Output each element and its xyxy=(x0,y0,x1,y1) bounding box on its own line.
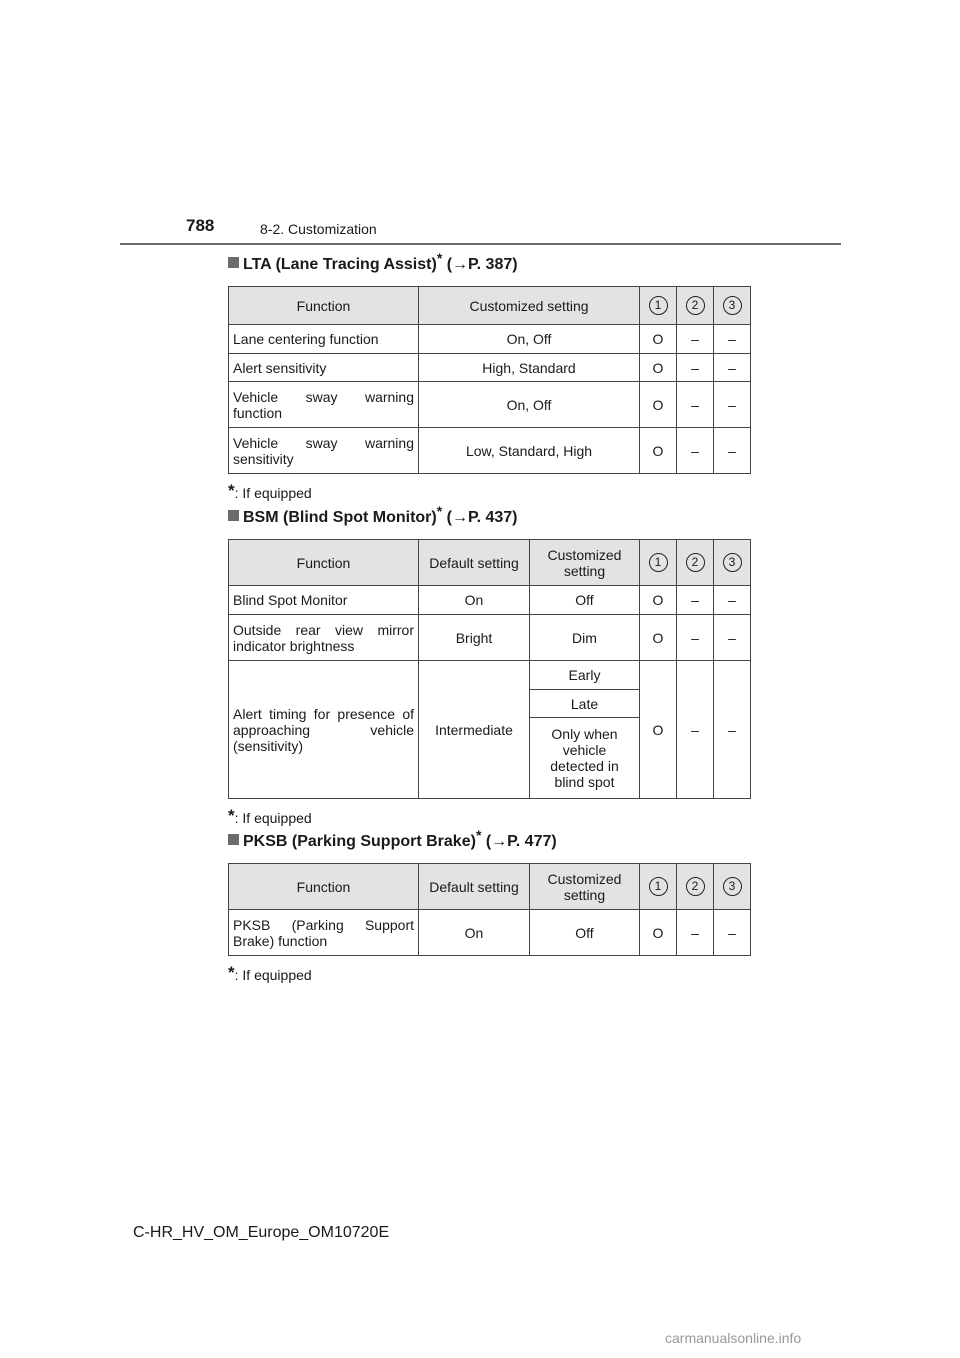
header-function: Function xyxy=(229,864,419,910)
function-cell: Lane centering function xyxy=(229,325,419,354)
section-label: 8-2. Customization xyxy=(260,221,377,237)
header-function: Function xyxy=(229,540,419,586)
circled-1-icon: 1 xyxy=(649,877,668,896)
footnote: *: If equipped xyxy=(228,963,312,983)
header-divider xyxy=(120,243,841,245)
customized-cell: Off xyxy=(530,586,640,615)
function-cell: Vehicle sway warning function xyxy=(229,382,419,428)
table-row xyxy=(229,615,751,661)
circled-3-icon: 3 xyxy=(723,296,742,315)
setting-1-cell: O xyxy=(640,615,677,661)
header-customized-setting: Customized setting xyxy=(419,287,640,325)
function-cell: Vehicle sway warning sensitivity xyxy=(229,428,419,474)
function-cell: Alert sensitivity xyxy=(229,354,419,382)
customized-option-cell: Late xyxy=(530,690,640,718)
setting-2-cell: – xyxy=(677,661,714,799)
page-number: 788 xyxy=(186,216,215,235)
setting-3-cell: – xyxy=(714,325,751,354)
section-title: BSM (Blind Spot Monitor)* (→P. 437) xyxy=(228,506,750,530)
page-header xyxy=(0,0,960,250)
asterisk-mark: * xyxy=(228,481,235,500)
circled-2-icon: 2 xyxy=(686,553,705,572)
setting-1-cell: O xyxy=(640,910,677,956)
setting-3-cell: – xyxy=(714,661,751,799)
asterisk-mark: * xyxy=(228,963,235,982)
circled-2-icon: 2 xyxy=(686,296,705,315)
lta-settings-table xyxy=(228,286,751,474)
setting-2-cell: – xyxy=(677,615,714,661)
customized-option-cell: Early xyxy=(530,661,640,690)
footnote: *: If equipped xyxy=(228,481,312,501)
table-header-row xyxy=(229,864,751,910)
table-header-row xyxy=(229,540,751,586)
table-row xyxy=(229,586,751,615)
setting-2-cell: – xyxy=(677,382,714,428)
customized-cell: Dim xyxy=(530,615,640,661)
square-bullet-icon xyxy=(228,257,239,268)
default-cell: On xyxy=(419,910,530,956)
setting-3-cell: – xyxy=(714,354,751,382)
function-cell: Outside rear view mirror indicator brightness xyxy=(229,615,419,661)
bsm-settings-table xyxy=(228,539,751,799)
section-pksb xyxy=(228,827,750,983)
function-cell: Blind Spot Monitor xyxy=(229,586,419,615)
default-cell: On xyxy=(419,586,530,615)
header-customized-setting: Customized setting xyxy=(530,864,640,910)
asterisk-mark: * xyxy=(228,806,235,825)
setting-1-cell: O xyxy=(640,354,677,382)
asterisk-mark: * xyxy=(436,503,443,519)
asterisk-mark: * xyxy=(475,827,482,843)
setting-2-cell: – xyxy=(677,428,714,474)
default-cell: Bright xyxy=(419,615,530,661)
setting-1-cell: O xyxy=(640,428,677,474)
asterisk-mark: * xyxy=(436,250,443,266)
section-bsm xyxy=(228,503,750,826)
circled-2-icon: 2 xyxy=(686,877,705,896)
customized-cell: Low, Standard, High xyxy=(419,428,640,474)
circled-3-icon: 3 xyxy=(723,553,742,572)
function-cell: PKSB (Parking Support Brake) function xyxy=(229,910,419,956)
table-row xyxy=(229,382,751,428)
page-reference: (→P. 387) xyxy=(446,256,518,273)
circled-3-icon: 3 xyxy=(723,877,742,896)
document-id: C-HR_HV_OM_Europe_OM10720E xyxy=(133,1224,390,1241)
table-row xyxy=(229,325,751,354)
setting-3-cell: – xyxy=(714,910,751,956)
section-title: LTA (Lane Tracing Assist)* (→P. 387) xyxy=(228,253,750,277)
setting-2-cell: – xyxy=(677,354,714,382)
section-title: PKSB (Parking Support Brake)* (→P. 477) xyxy=(228,830,750,854)
square-bullet-icon xyxy=(228,834,239,845)
customized-cell: High, Standard xyxy=(419,354,640,382)
watermark: carmanualsonline.info xyxy=(665,1330,802,1346)
function-cell: Alert timing for presence of approaching vehicle (sensitivity) xyxy=(229,661,419,799)
customized-cell: On, Off xyxy=(419,382,640,428)
page-reference: (→P. 437) xyxy=(446,509,518,526)
default-cell: Intermediate xyxy=(419,661,530,799)
setting-3-cell: – xyxy=(714,428,751,474)
footnote: *: If equipped xyxy=(228,806,312,826)
circled-1-icon: 1 xyxy=(649,296,668,315)
table-header-row xyxy=(229,287,751,325)
circled-1-icon: 1 xyxy=(649,553,668,572)
customized-cell: Off xyxy=(530,910,640,956)
table-row xyxy=(229,661,751,690)
setting-3-cell: – xyxy=(714,615,751,661)
square-bullet-icon xyxy=(228,510,239,521)
setting-2-cell: – xyxy=(677,325,714,354)
setting-2-cell: – xyxy=(677,910,714,956)
table-row xyxy=(229,428,751,474)
setting-1-cell: O xyxy=(640,382,677,428)
customized-cell: On, Off xyxy=(419,325,640,354)
setting-2-cell: – xyxy=(677,586,714,615)
setting-1-cell: O xyxy=(640,586,677,615)
setting-3-cell: – xyxy=(714,586,751,615)
customized-option-cell: Only when vehicle detected in blind spot xyxy=(530,718,640,799)
header-customized-setting: Customized setting xyxy=(530,540,640,586)
section-lta xyxy=(228,250,750,501)
pksb-settings-table xyxy=(228,863,751,956)
table-row xyxy=(229,910,751,956)
header-default-setting: Default setting xyxy=(419,540,530,586)
table-row xyxy=(229,354,751,382)
setting-1-cell: O xyxy=(640,661,677,799)
header-function: Function xyxy=(229,287,419,325)
page-reference: (→P. 477) xyxy=(485,833,557,850)
setting-3-cell: – xyxy=(714,382,751,428)
header-default-setting: Default setting xyxy=(419,864,530,910)
setting-1-cell: O xyxy=(640,325,677,354)
